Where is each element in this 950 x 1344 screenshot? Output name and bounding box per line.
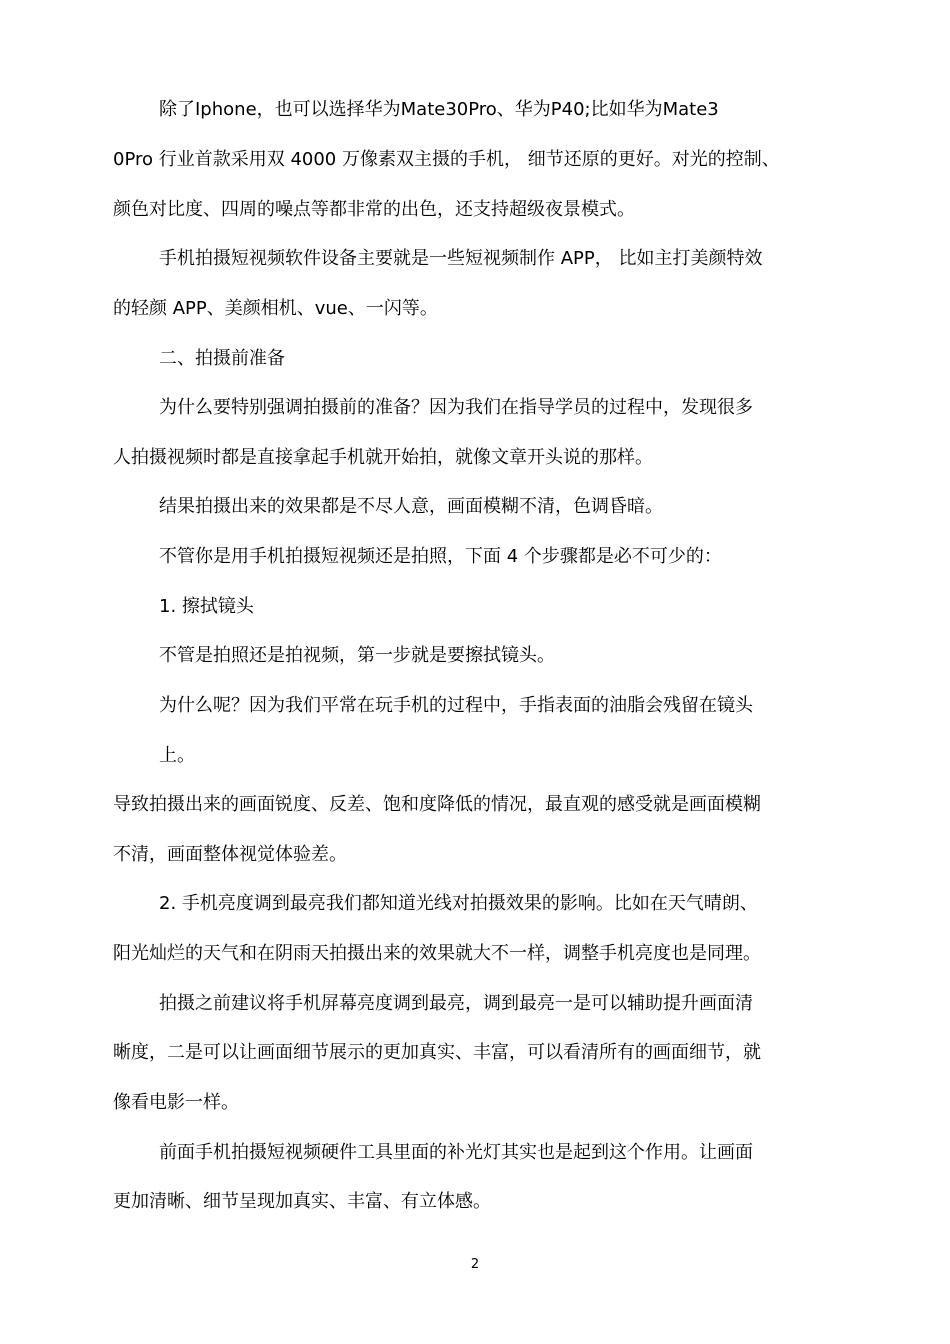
paragraph-line: 不清，画面整体视觉体验差。 [113, 844, 347, 865]
paragraph-line: 不管是拍照还是拍视频，第一步就是要擦拭镜头。 [159, 645, 555, 666]
section-heading: 二、拍摄前准备 [159, 348, 285, 369]
paragraph-line: 的轻颜 APP、美颜相机、vue、一闪等。 [113, 298, 438, 319]
page-number: 2 [470, 1257, 480, 1272]
paragraph-line: 结果拍摄出来的效果都是不尽人意，画面模糊不清，色调昏暗。 [159, 496, 663, 517]
paragraph-line: 前面手机拍摄短视频硬件工具里面的补光灯其实也是起到这个作用。让画面 [159, 1142, 753, 1163]
paragraph-line: 0Pro 行业首款采用双 4000 万像素双主摄的手机， 细节还原的更好。对光的控制、 [113, 149, 780, 170]
paragraph-line: 不管你是用手机拍摄短视频还是拍照，下面 4 个步骤都是必不可少的： [159, 546, 722, 567]
paragraph-line: 除了Iphone，也可以选择华为Mate30Pro、华为P40;比如华为Mate3 [159, 99, 719, 120]
paragraph-line: 拍摄之前建议将手机屏幕亮度调到最亮，调到最亮一是可以辅助提升画面清 [159, 993, 753, 1014]
paragraph-line: 为什么要特别强调拍摄前的准备？因为我们在指导学员的过程中，发现很多 [159, 397, 753, 418]
paragraph-line: 人拍摄视频时都是直接拿起手机就开始拍，就像文章开头说的那样。 [113, 447, 653, 468]
step-heading: 1. 擦拭镜头 [159, 596, 254, 617]
paragraph-line: 晰度，二是可以让画面细节展示的更加真实、丰富，可以看清所有的画面细节，就 [113, 1042, 761, 1063]
paragraph-line: 阳光灿烂的天气和在阴雨天拍摄出来的效果就大不一样，调整手机亮度也是同理。 [113, 943, 761, 964]
paragraph-line: 颜色对比度、四周的噪点等都非常的出色，还支持超级夜景模式。 [113, 199, 635, 220]
paragraph-line: 更加清晰、细节呈现加真实、丰富、有立体感。 [113, 1191, 491, 1212]
paragraph-line: 手机拍摄短视频软件设备主要就是一些短视频制作 APP， 比如主打美颜特效 [159, 248, 763, 269]
paragraph-line: 导致拍摄出来的画面锐度、反差、饱和度降低的情况，最直观的感受就是画面模糊 [113, 794, 761, 815]
paragraph-line: 为什么呢？因为我们平常在玩手机的过程中，手指表面的油脂会残留在镜头 [159, 695, 753, 716]
paragraph-line: 2. 手机亮度调到最亮我们都知道光线对拍摄效果的影响。比如在天气晴朗、 [159, 893, 758, 914]
paragraph-line: 像看电影一样。 [113, 1092, 239, 1113]
paragraph-line: 上。 [159, 745, 195, 766]
